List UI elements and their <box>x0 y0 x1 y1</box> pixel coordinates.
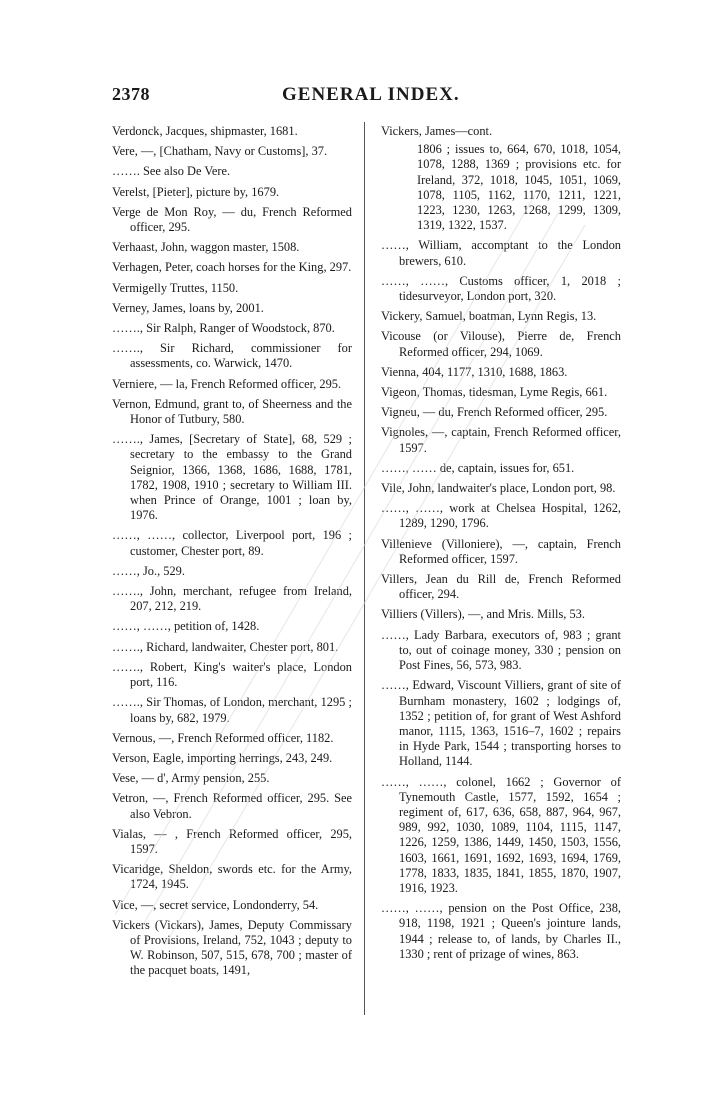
index-entry: ……, ……, Customs officer, 1, 2018 ; tidesurveyor, London port, 320. <box>381 273 621 304</box>
index-entry: ……, Edward, Viscount Villiers, grant of site of Burnham monastery, 1602 ; lodgings of, 1352 ; petition of, for grant of West Ashford manor, 1115, 1363, 1516–7, 1602 ; repairs in Hyde Park, 1544 ; transporting horses to Holland, 1144. <box>381 678 621 769</box>
column-divider <box>364 122 365 1015</box>
index-entry: Vienna, 404, 1177, 1310, 1688, 1863. <box>381 364 568 379</box>
index-entry: Verson, Eagle, importing herrings, 243, 249. <box>112 750 333 765</box>
index-entry: Vernous, —, French Reformed officer, 1182. <box>112 730 334 745</box>
index-entry: Vese, — d', Army pension, 255. <box>112 771 270 786</box>
index-entry: Vickers, James—cont. <box>381 124 493 138</box>
index-entry: Verhagen, Peter, coach horses for the King, 297. <box>112 260 352 275</box>
index-entry: ……, ……, colonel, 1662 ; Governor of Tynemouth Castle, 1577, 1592, 1654 ; regiment of, 617, 636, 658, 887, 964, 967, 989, 992, 1030, 1089, 1104, 1115, 1147, 1226, 1259, 1386, 1449, 1450, 1503, 1556, 1603, 1661, 1691, 1692, 1693, 1694, 1769, 1778, 1833, 1835, 1841, 1855, 1870, 1907, 1916, 1923. <box>381 774 621 895</box>
index-entry: Vetron, —, French Reformed officer, 295. See also Vebron. <box>112 791 352 821</box>
index-entry: ……, Jo., 529. <box>112 563 185 578</box>
index-entry: ……, ……, work at Chelsea Hospital, 1262, 1289, 1290, 1796. <box>381 501 621 531</box>
index-entry: ……., Sir Thomas, of London, merchant, 1295 ; loans by, 682, 1979. <box>112 695 352 725</box>
index-entry: ……, ……, pension on the Post Office, 238, 918, 1198, 1921 ; Queen's jointure lands, 1944 ; release to, of lands, by Charles II., 1330 ; rent of prizage of wines, 863. <box>381 901 621 961</box>
index-entry: Verney, James, loans by, 2001. <box>112 300 264 315</box>
index-entry: ……, Lady Barbara, executors of, 983 ; grant to, out of coinage money, 330 ; pension on Post Fines, 56, 573, 983. <box>381 627 621 673</box>
index-entry: Verdonck, Jacques, shipmaster, 1681. <box>112 124 298 138</box>
index-entry: ……., Robert, King's waiter's place, London port, 116. <box>112 659 352 690</box>
index-entry: Villenieve (Villoniere), —, captain, French Reformed officer, 1597. <box>381 536 621 566</box>
index-entry: Vialas, — , French Reformed officer, 295, 1597. <box>112 826 352 856</box>
index-entry: Vile, John, landwaiter's place, London port, 98. <box>381 481 616 496</box>
index-entry: Vigneu, — du, French Reformed officer, 295. <box>381 405 608 420</box>
index-column-right <box>381 124 621 967</box>
index-entry: ……., Richard, landwaiter, Chester port, 801. <box>112 639 339 654</box>
index-entry: ……. See also De Vere. <box>112 164 231 179</box>
page-header <box>112 84 622 114</box>
index-entry: Vigeon, Thomas, tidesman, Lyme Regis, 661. <box>381 385 608 400</box>
index-entry: Vicaridge, Sheldon, swords etc. for the Army, 1724, 1945. <box>112 862 352 892</box>
index-entry: ……., Sir Richard, commissioner for assessments, co. Warwick, 1470. <box>112 341 352 371</box>
index-entry: 1806 ; issues to, 664, 670, 1018, 1054, 1078, 1288, 1369 ; provisions etc. for Ireland, 372, 1018, 1045, 1051, 1069, 1078, 1105, 1162, 1170, 1211, 1221, 1223, 1230, 1263, 1268, 1299, 1309, 1319, 1322, 1537. <box>417 142 621 233</box>
index-entry: Verelst, [Pieter], picture by, 1679. <box>112 184 280 199</box>
index-entry: Verhaast, John, waggon master, 1508. <box>112 240 300 255</box>
index-entry: Verniere, — la, French Reformed officer, 295. <box>112 376 342 391</box>
page-title: GENERAL INDEX. <box>282 84 460 105</box>
index-entry: ……., John, merchant, refugee from Ireland, 207, 212, 219. <box>112 584 352 614</box>
index-entry: Villiers (Villers), —, and Mris. Mills, 53. <box>381 607 585 622</box>
index-entry: Vickery, Samuel, boatman, Lynn Regis, 13. <box>381 309 597 324</box>
index-column-left <box>112 124 352 984</box>
index-entry: ……, ……, collector, Liverpool port, 196 ; customer, Chester port, 89. <box>112 528 352 558</box>
index-entry: ……, William, accomptant to the London brewers, 610. <box>381 238 621 268</box>
page-number: 2378 <box>112 84 150 104</box>
index-entry: Vermigelly Truttes, 1150. <box>112 280 239 295</box>
index-entry: Vere, —, [Chatham, Navy or Customs], 37. <box>112 144 328 159</box>
index-entry: Vickers (Vickars), James, Deputy Commissary of Provisions, Ireland, 752, 1043 ; deputy to W. Robinson, 507, 515, 678, 700 ; master of the pacquet boats, 1491, <box>112 917 352 978</box>
index-entry: Vicouse (or Vilouse), Pierre de, French Reformed officer, 294, 1069. <box>381 329 621 359</box>
index-entry: ……., James, [Secretary of State], 68, 529 ; secretary to the embassy to the Grand Seignior, 1366, 1368, 1686, 1688, 1781, 1782, 1908, 1910 ; secretary to William III. when Prince of Orange, 1001 ; loan by, 1976. <box>112 432 352 523</box>
index-entry: Vernon, Edmund, grant to, of Sheerness and the Honor of Tutbury, 580. <box>112 396 352 427</box>
index-entry: ……., Sir Ralph, Ranger of Woodstock, 870. <box>112 321 335 336</box>
index-entry: Verge de Mon Roy, — du, French Reformed officer, 295. <box>112 204 352 235</box>
index-entry: Vice, —, secret service, Londonderry, 54. <box>112 897 319 912</box>
index-entry: Vignoles, —, captain, French Reformed officer, 1597. <box>381 425 621 455</box>
index-entry: ……, …… de, captain, issues for, 651. <box>381 460 575 475</box>
index-entry: Villers, Jean du Rill de, French Reformed officer, 294. <box>381 572 621 602</box>
index-entry: ……, ……, petition of, 1428. <box>112 619 260 634</box>
